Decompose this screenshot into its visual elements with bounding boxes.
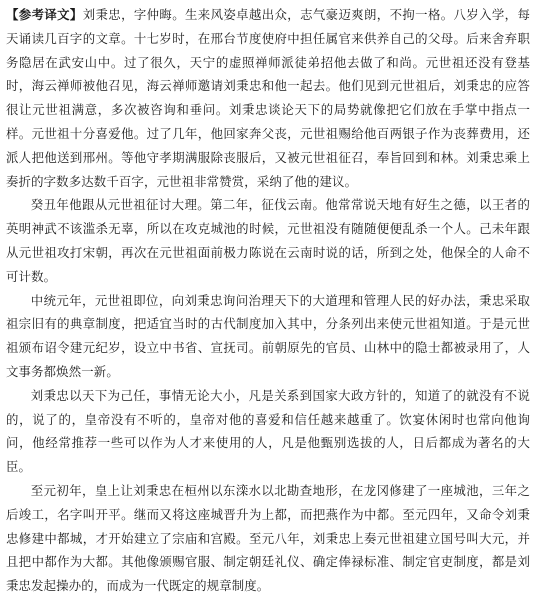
paragraph-5: 至元初年，皇上让刘秉忠在桓州以东滦水以北勘查地形，在龙冈修建了一座城池，三年之后竣工，名字叫开平。继而又将这座城晋升为上都，而把燕作为中都。至元四年，又命令刘秉忠修建中都城，才开始建立了宗庙和宫殿。至元八年，刘秉忠上奏元世祖建立国号叫大元，并且把中都作为大都。其他像颁赐官服、制定朝廷礼仪、确定俸禄标准、制定官吏制度，都是刘秉忠发起操办的，而成为一代既定的规章制度。	[6, 482, 530, 594]
translation-document	[6, 3, 530, 598]
paragraph-1	[6, 3, 530, 193]
section-heading: 【参考译文】	[6, 7, 83, 22]
paragraph-4: 刘秉忠以天下为己任，事情无论大小，凡是关系到国家大政方针的，知道了的就没有不说的，说了的，皇帝没有不听的，皇帝对他的喜爱和信任越来越重了。饮宴休闲时也常向他询问，他经常推荐一些可以作为人才来使用的人，凡是他甄别选拔的人，日后都成为著名的大臣。	[6, 387, 530, 475]
paragraph-1-text: 刘秉忠，字仲晦。生来风姿卓越出众，志气豪迈爽朗，不拘一格。八岁入学，每天诵读几百字的文章。十七岁时，在邢台节度使府中担任属官来供养自己的父母。后来舍弃职务隐居在武安山中。过了很久，天宁的虚照禅师派徒弟招他去做了和尚。元世祖还没有登基时，海云禅师被他召见，海云禅师邀请刘秉忠和他一起去。他们见到元世祖后，刘秉忠的应答很让元世祖满意，多次被咨询和垂问。刘秉忠谈论天下的局势就像把它们放在手掌中指点一样。元世祖十分喜爱他。过了几年，他回家奔父丧，元世祖赐给他百两银子作为丧葬费用，还派人把他送到邢州。等他守孝期满服除丧服后，又被元世祖征召，奉旨回到和林。刘秉忠乘上奏折的字数多达数千百字，元世祖非常赞赏，采纳了他的建议。	[6, 7, 530, 189]
paragraph-3: 中统元年，元世祖即位，向刘秉忠询问治理天下的大道理和管理人民的好办法，秉忠采取祖宗旧有的典章制度，把适宜当时的古代制度加入其中，分条列出来使元世祖知道。于是元世祖颁布诏令建元纪岁，设立中书省、宣抚司。前朝原先的官员、山林中的隐士都被录用了，人文事务都焕然一新。	[6, 292, 530, 379]
paragraph-2: 癸丑年他跟从元世祖征讨大理。第二年，征伐云南。他常常说天地有好生之德，以王者的英明神武不该滥杀无辜，所以在攻克城池的时候，元世祖没有随随便便乱杀一个人。己未年跟从元世祖攻打宋朝，再次在元世祖面前极力陈说在云南时说的话，所到之处，他保全的人命不可计数。	[6, 197, 530, 284]
